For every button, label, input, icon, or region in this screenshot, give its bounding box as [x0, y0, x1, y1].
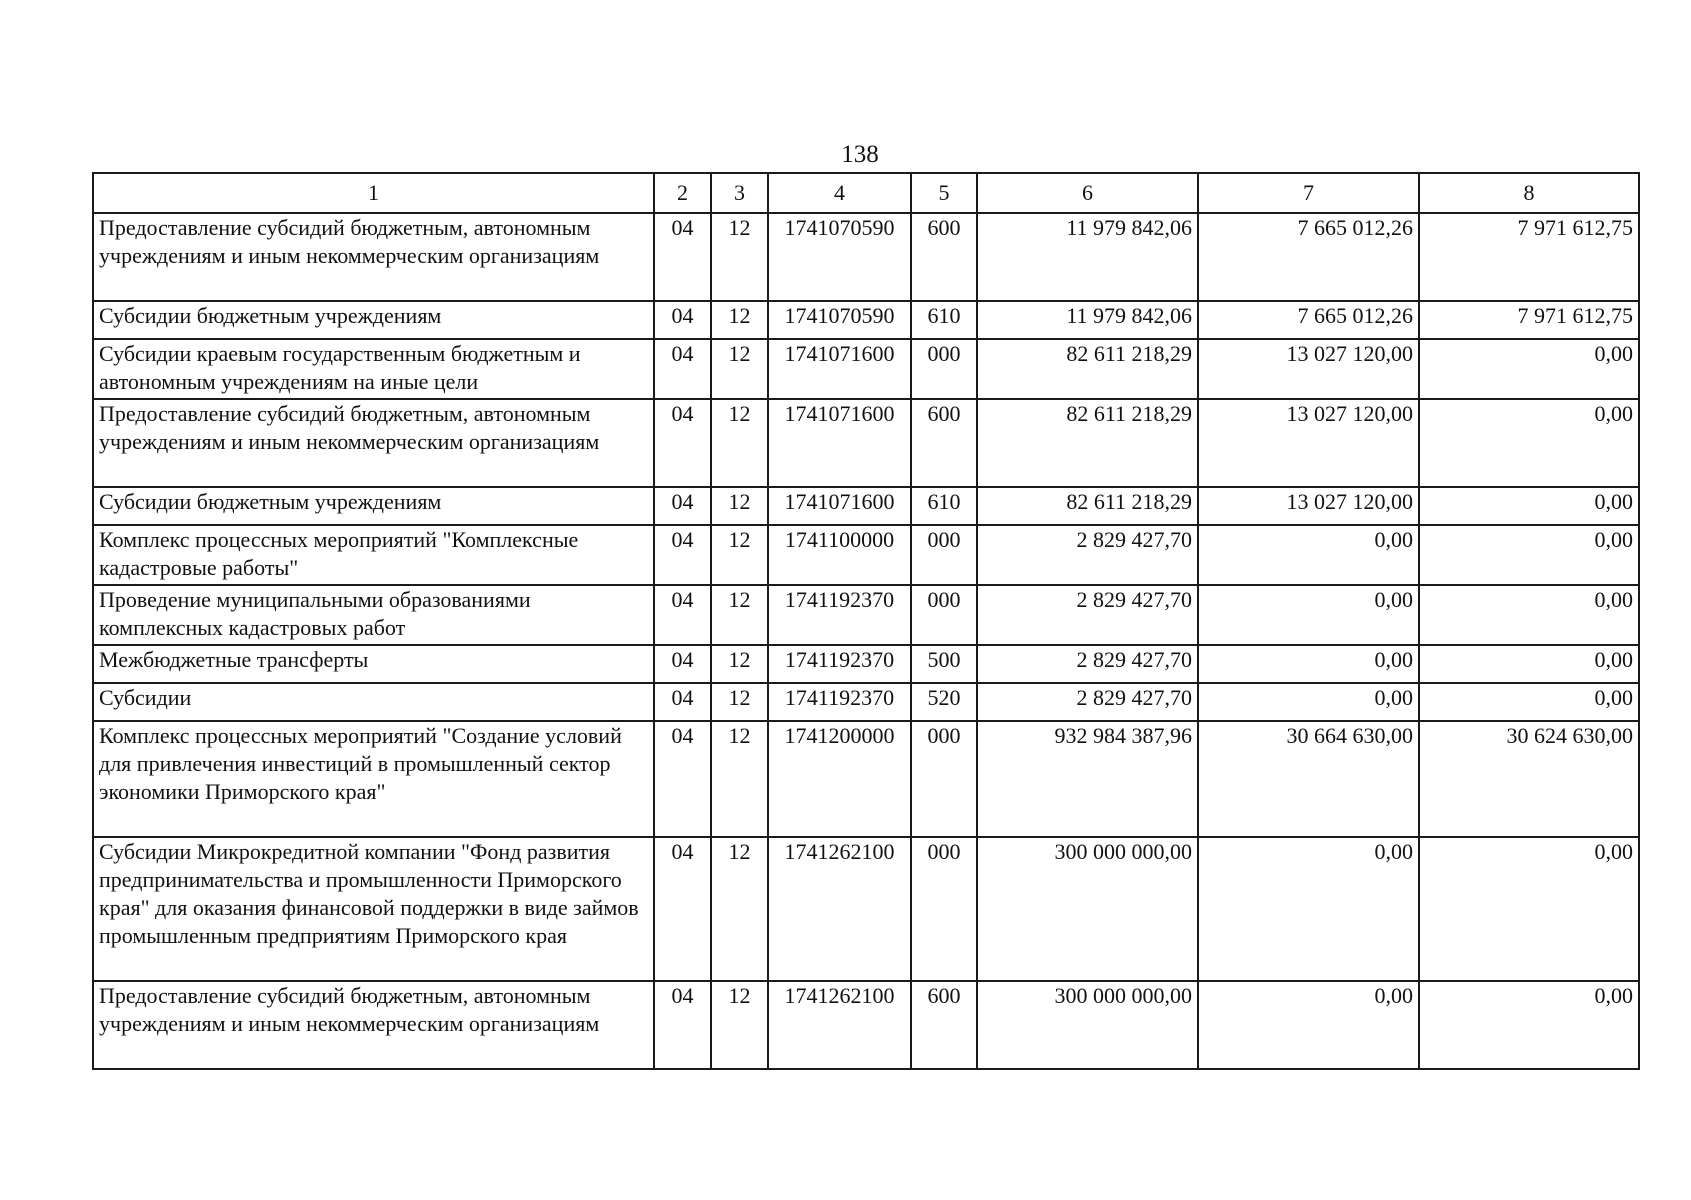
column-header: 5 [911, 173, 977, 213]
expense-type-code: 000 [911, 721, 977, 837]
table-row [93, 487, 1639, 525]
table-row [93, 683, 1639, 721]
expense-type-code: 610 [911, 301, 977, 339]
expense-type-code: 600 [911, 981, 977, 1069]
section-code: 04 [654, 487, 711, 525]
target-article-code: 1741070590 [768, 301, 911, 339]
target-article-code: 1741070590 [768, 213, 911, 301]
section-code: 04 [654, 721, 711, 837]
target-article-code: 1741071600 [768, 487, 911, 525]
amount-col-8: 0,00 [1419, 487, 1639, 525]
amount-col-8: 0,00 [1419, 585, 1639, 645]
table-row [93, 585, 1639, 645]
amount-col-7: 0,00 [1198, 837, 1419, 981]
amount-col-6: 2 829 427,70 [977, 525, 1198, 585]
amount-col-6: 11 979 842,06 [977, 213, 1198, 301]
amount-col-8: 7 971 612,75 [1419, 301, 1639, 339]
target-article-code: 1741200000 [768, 721, 911, 837]
row-name: Проведение муниципальными образованиями комплексных кадастровых работ [93, 585, 654, 645]
amount-col-7: 7 665 012,26 [1198, 213, 1419, 301]
subsection-code: 12 [711, 301, 768, 339]
subsection-code: 12 [711, 837, 768, 981]
table-row [93, 721, 1639, 837]
amount-col-7: 0,00 [1198, 585, 1419, 645]
amount-col-7: 13 027 120,00 [1198, 487, 1419, 525]
section-code: 04 [654, 399, 711, 487]
expense-type-code: 600 [911, 399, 977, 487]
amount-col-6: 2 829 427,70 [977, 683, 1198, 721]
subsection-code: 12 [711, 981, 768, 1069]
section-code: 04 [654, 683, 711, 721]
amount-col-8: 0,00 [1419, 525, 1639, 585]
target-article-code: 1741262100 [768, 837, 911, 981]
table-row [93, 301, 1639, 339]
subsection-code: 12 [711, 585, 768, 645]
expense-type-code: 500 [911, 645, 977, 683]
column-header: 1 [93, 173, 654, 213]
section-code: 04 [654, 585, 711, 645]
section-code: 04 [654, 339, 711, 399]
column-header: 6 [977, 173, 1198, 213]
page-number: 138 [841, 141, 879, 168]
expense-type-code: 000 [911, 837, 977, 981]
row-name: Предоставление субсидий бюджетным, автономным учреждениям и иным некоммерческим организациям [93, 981, 654, 1069]
row-name: Субсидии бюджетным учреждениям [93, 487, 654, 525]
row-name: Предоставление субсидий бюджетным, автономным учреждениям и иным некоммерческим организациям [93, 213, 654, 301]
amount-col-8: 0,00 [1419, 683, 1639, 721]
amount-col-8: 0,00 [1419, 837, 1639, 981]
column-header: 2 [654, 173, 711, 213]
table-row [93, 525, 1639, 585]
expense-type-code: 610 [911, 487, 977, 525]
row-name: Субсидии [93, 683, 654, 721]
subsection-code: 12 [711, 487, 768, 525]
amount-col-7: 30 664 630,00 [1198, 721, 1419, 837]
subsection-code: 12 [711, 399, 768, 487]
table-row [93, 837, 1639, 981]
target-article-code: 1741100000 [768, 525, 911, 585]
amount-col-6: 932 984 387,96 [977, 721, 1198, 837]
amount-col-6: 11 979 842,06 [977, 301, 1198, 339]
column-header: 3 [711, 173, 768, 213]
target-article-code: 1741192370 [768, 585, 911, 645]
section-code: 04 [654, 525, 711, 585]
amount-col-6: 82 611 218,29 [977, 339, 1198, 399]
table-row [93, 645, 1639, 683]
expense-type-code: 000 [911, 585, 977, 645]
subsection-code: 12 [711, 213, 768, 301]
subsection-code: 12 [711, 339, 768, 399]
amount-col-6: 300 000 000,00 [977, 981, 1198, 1069]
row-name: Комплекс процессных мероприятий "Комплексные кадастровые работы" [93, 525, 654, 585]
column-header: 4 [768, 173, 911, 213]
row-name: Комплекс процессных мероприятий "Создание условий для привлечения инвестиций в промышленный сектор экономики Приморского края" [93, 721, 654, 837]
amount-col-7: 0,00 [1198, 525, 1419, 585]
amount-col-6: 82 611 218,29 [977, 487, 1198, 525]
amount-col-8: 30 624 630,00 [1419, 721, 1639, 837]
row-name: Предоставление субсидий бюджетным, автономным учреждениям и иным некоммерческим организациям [93, 399, 654, 487]
amount-col-6: 2 829 427,70 [977, 585, 1198, 645]
amount-col-8: 0,00 [1419, 981, 1639, 1069]
table-row [93, 339, 1639, 399]
section-code: 04 [654, 213, 711, 301]
target-article-code: 1741262100 [768, 981, 911, 1069]
subsection-code: 12 [711, 525, 768, 585]
amount-col-8: 0,00 [1419, 339, 1639, 399]
section-code: 04 [654, 981, 711, 1069]
subsection-code: 12 [711, 645, 768, 683]
amount-col-7: 13 027 120,00 [1198, 399, 1419, 487]
amount-col-6: 82 611 218,29 [977, 399, 1198, 487]
budget-table [92, 172, 1640, 1070]
amount-col-7: 7 665 012,26 [1198, 301, 1419, 339]
row-name: Субсидии Микрокредитной компании "Фонд развития предпринимательства и промышленности Приморского края" для оказания финансовой поддержки в виде займов промышленным предприятиям Приморского края [93, 837, 654, 981]
amount-col-7: 0,00 [1198, 981, 1419, 1069]
target-article-code: 1741192370 [768, 645, 911, 683]
section-code: 04 [654, 837, 711, 981]
amount-col-7: 0,00 [1198, 645, 1419, 683]
table-row [93, 213, 1639, 301]
amount-col-6: 2 829 427,70 [977, 645, 1198, 683]
amount-col-6: 300 000 000,00 [977, 837, 1198, 981]
amount-col-8: 0,00 [1419, 399, 1639, 487]
target-article-code: 1741071600 [768, 399, 911, 487]
row-name: Субсидии бюджетным учреждениям [93, 301, 654, 339]
row-name: Субсидии краевым государственным бюджетным и автономным учреждениям на иные цели [93, 339, 654, 399]
amount-col-8: 7 971 612,75 [1419, 213, 1639, 301]
subsection-code: 12 [711, 683, 768, 721]
amount-col-7: 0,00 [1198, 683, 1419, 721]
section-code: 04 [654, 301, 711, 339]
table-row [93, 981, 1639, 1069]
column-header: 8 [1419, 173, 1639, 213]
target-article-code: 1741071600 [768, 339, 911, 399]
expense-type-code: 000 [911, 339, 977, 399]
subsection-code: 12 [711, 721, 768, 837]
section-code: 04 [654, 645, 711, 683]
expense-type-code: 000 [911, 525, 977, 585]
column-header: 7 [1198, 173, 1419, 213]
expense-type-code: 600 [911, 213, 977, 301]
table-row [93, 399, 1639, 487]
expense-type-code: 520 [911, 683, 977, 721]
target-article-code: 1741192370 [768, 683, 911, 721]
row-name: Межбюджетные трансферты [93, 645, 654, 683]
header-row [93, 173, 1639, 213]
amount-col-8: 0,00 [1419, 645, 1639, 683]
amount-col-7: 13 027 120,00 [1198, 339, 1419, 399]
